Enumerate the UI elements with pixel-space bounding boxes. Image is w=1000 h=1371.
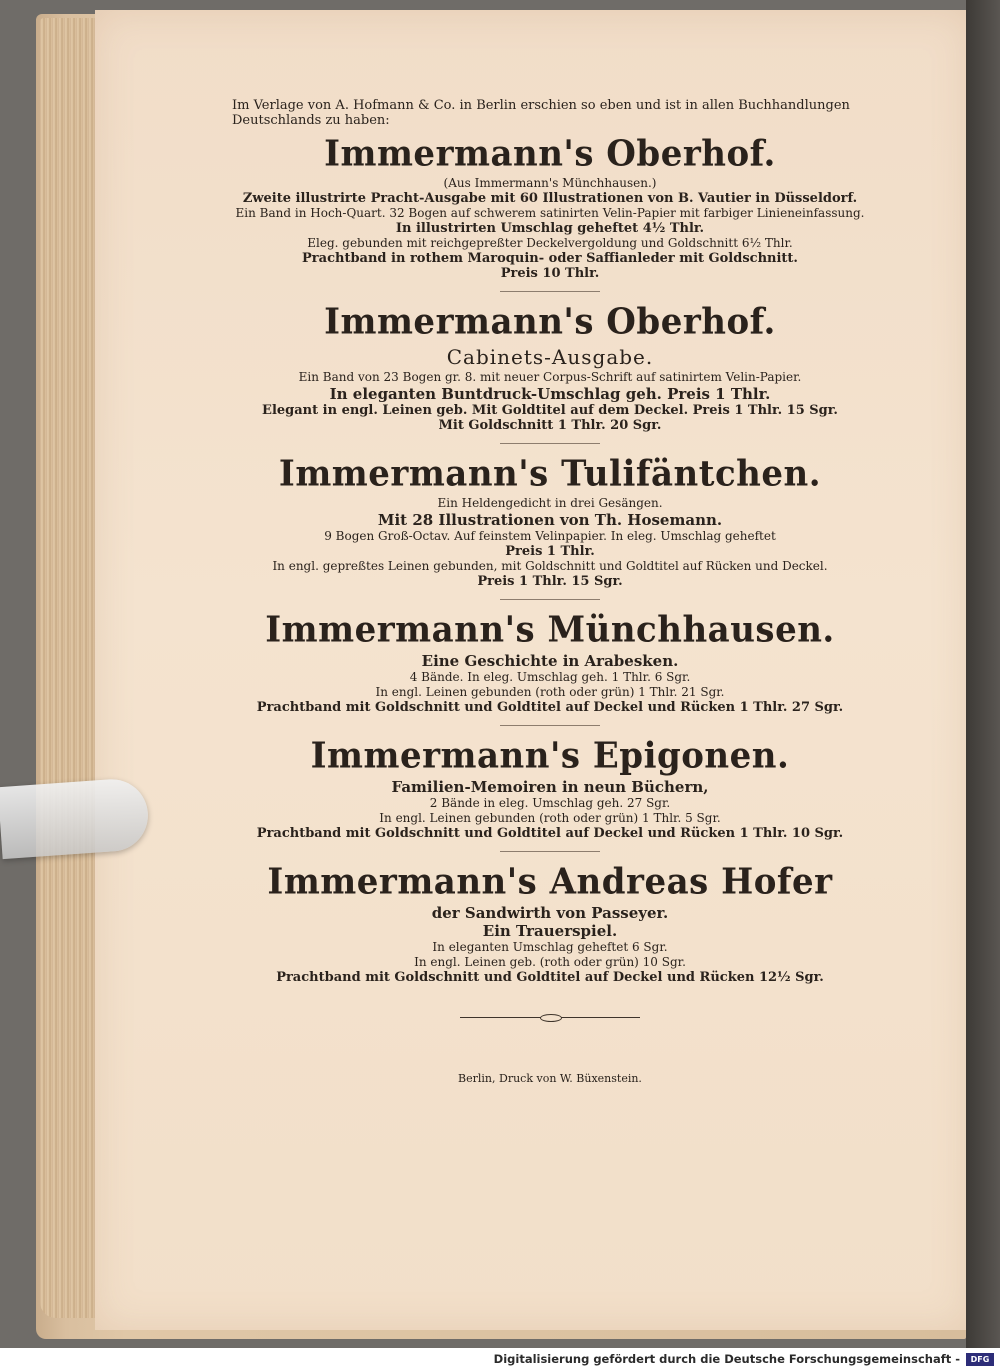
book-line: In illustrirten Umschlag geheftet 4½ Thlr. bbox=[395, 221, 705, 236]
book-line: Elegant in engl. Leinen geb. Mit Goldtitel auf dem Deckel. Preis 1 Thlr. 15 Sgr. bbox=[262, 403, 838, 418]
book-line: Ein Band von 23 Bogen gr. 8. mit neuer Corpus-Schrift auf satinirtem Velin-Papier. bbox=[298, 370, 802, 384]
book-line: Prachtband in rothem Maroquin- oder Saffianleder mit Goldschnitt. bbox=[302, 251, 798, 266]
book-price: Preis 10 Thlr. bbox=[500, 266, 600, 281]
section-divider bbox=[500, 725, 600, 726]
book-line: 4 Bände. In eleg. Umschlag geh. 1 Thlr. 6 Sgr. bbox=[409, 670, 691, 684]
book-title: Immermann's Andreas Hofer bbox=[267, 861, 833, 903]
book-subtitle: Ein Heldengedicht in drei Gesängen. bbox=[437, 496, 663, 510]
page-content bbox=[140, 98, 960, 1086]
book-line: In eleganten Buntdruck-Umschlag geh. Preis 1 Thlr. bbox=[329, 385, 771, 403]
book-line: 9 Bogen Groß-Octav. Auf feinstem Velinpapier. In eleg. Umschlag geheftet bbox=[324, 529, 776, 543]
book-subtitle-genre: Ein Trauerspiel. bbox=[482, 922, 618, 940]
ornamental-rule bbox=[460, 1013, 640, 1023]
book-price: Preis 1 Thlr. bbox=[505, 544, 595, 559]
book-title: Immermann's Oberhof. bbox=[324, 301, 776, 343]
book-title: Immermann's Tulifäntchen. bbox=[278, 453, 822, 495]
section-divider bbox=[500, 599, 600, 600]
book-epigonen bbox=[140, 736, 960, 841]
book-muenchhausen bbox=[140, 610, 960, 715]
book-subtitle: (Aus Immermann's Münchhausen.) bbox=[443, 176, 657, 190]
book-title: Immermann's Oberhof. bbox=[324, 133, 776, 175]
book-line: In engl. Leinen geb. (roth oder grün) 10 Sgr. bbox=[414, 955, 686, 969]
book-line: Eleg. gebunden mit reichgepreßter Deckelvergoldung und Goldschnitt 6½ Thlr. bbox=[307, 236, 793, 250]
book-line: In engl. Leinen gebunden (roth oder grün) 1 Thlr. 5 Sgr. bbox=[379, 811, 721, 825]
book-line: In engl. gepreßtes Leinen gebunden, mit Goldschnitt und Goldtitel auf Rücken und Deckel. bbox=[272, 559, 828, 573]
book-line: Zweite illustrirte Pracht-Ausgabe mit 60 Illustrationen von B. Vautier in Düsseldorf. bbox=[242, 191, 858, 206]
book-subtitle: Cabinets-Ausgabe. bbox=[446, 345, 654, 369]
book-line: Mit 28 Illustrationen von Th. Hosemann. bbox=[377, 511, 723, 529]
book-line: Prachtband mit Goldschnitt und Goldtitel auf Deckel und Rücken 1 Thlr. 10 Sgr. bbox=[256, 826, 844, 841]
book-subtitle: Familien-Memoiren in neun Büchern, bbox=[391, 778, 709, 796]
section-divider bbox=[500, 291, 600, 292]
book-line: 2 Bände in eleg. Umschlag geh. 27 Sgr. bbox=[429, 796, 671, 810]
page-edges bbox=[40, 18, 100, 1318]
section-divider bbox=[500, 851, 600, 852]
book-oberhof-illustrated bbox=[140, 134, 960, 281]
book-oberhof-cabinet bbox=[140, 302, 960, 433]
book-line: In engl. Leinen gebunden (roth oder grün) 1 Thlr. 21 Sgr. bbox=[375, 685, 725, 699]
book-title: Immermann's Münchhausen. bbox=[265, 609, 835, 651]
dfg-logo: DFG bbox=[966, 1353, 994, 1366]
digitization-footer bbox=[0, 1348, 1000, 1371]
book-line: In eleganten Umschlag geheftet 6 Sgr. bbox=[432, 940, 668, 954]
book-line: Ein Band in Hoch-Quart. 32 Bogen auf schwerem satinirten Velin-Papier mit farbiger Linieneinfassung. bbox=[235, 206, 865, 220]
funding-notice: Digitalisierung gefördert durch die Deutsche Forschungsgemeinschaft - bbox=[493, 1352, 960, 1366]
book-line: Prachtband mit Goldschnitt und Goldtitel auf Deckel und Rücken 12½ Sgr. bbox=[276, 970, 824, 985]
book-spine-edge bbox=[966, 0, 1000, 1348]
book-price: Preis 1 Thlr. 15 Sgr. bbox=[477, 574, 623, 589]
book-price: Mit Goldschnitt 1 Thlr. 20 Sgr. bbox=[438, 418, 662, 433]
section-divider bbox=[500, 443, 600, 444]
publisher-intro: Im Verlage von A. Hofmann & Co. in Berlin erschien so eben und ist in allen Buchhandlungen Deutschlands zu haben: bbox=[232, 98, 850, 128]
book-title: Immermann's Epigonen. bbox=[310, 735, 790, 777]
book-andreas-hofer bbox=[140, 862, 960, 985]
printer-imprint: Berlin, Druck von W. Büxenstein. bbox=[458, 1072, 642, 1085]
book-line: Prachtband mit Goldschnitt und Goldtitel auf Deckel und Rücken 1 Thlr. 27 Sgr. bbox=[256, 700, 844, 715]
page-clip bbox=[0, 777, 150, 859]
book-tulifaentchen bbox=[140, 454, 960, 589]
book-subtitle: der Sandwirth von Passeyer. bbox=[431, 904, 669, 922]
book-subtitle: Eine Geschichte in Arabesken. bbox=[421, 652, 679, 670]
